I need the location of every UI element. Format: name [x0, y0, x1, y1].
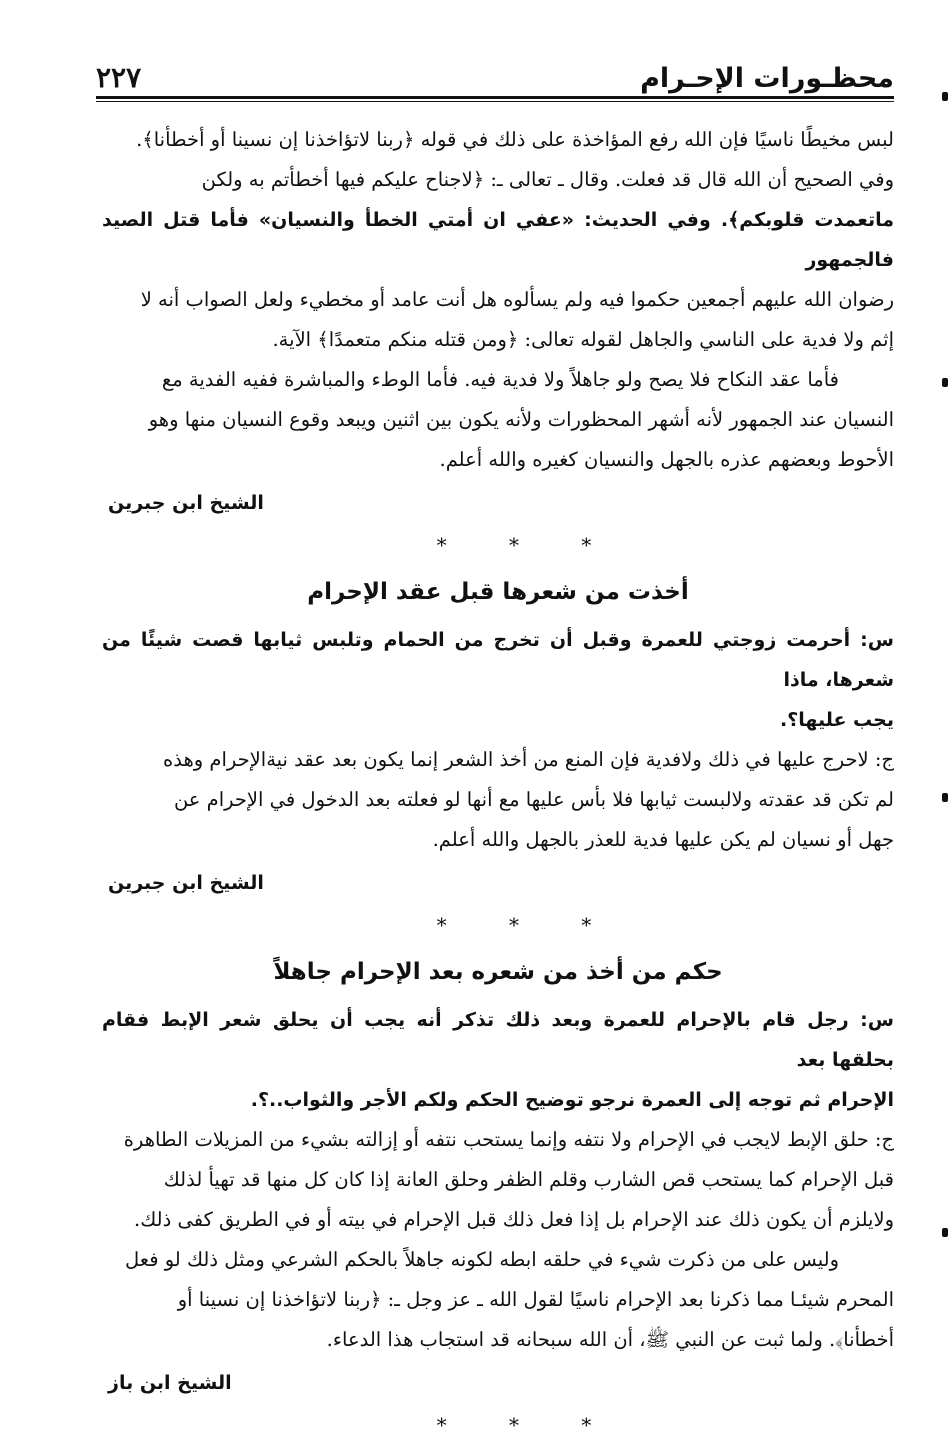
- s3-answer-line-3: ولايلزم أن يكون ذلك عند الإحرام بل إذا فعل ذلك قبل الإحرام في بيته أو في الطريق كفى ذلك.: [134, 1208, 894, 1231]
- page-number: ٢٢٧: [96, 61, 142, 94]
- scan-mark-2: [942, 378, 948, 387]
- s3-heading: حكم من أخذ من شعره بعد الإحرام جاهلاً: [273, 959, 723, 985]
- s1-line-3: ماتعمدت قلوبكم﴾. وفي الحديث: «عفي ان أمتي الخطأ والنسيان» فأما قتل الصيد فالجمهور: [102, 209, 894, 271]
- s3-p2-line-1: وليس على من ذكرت شيء في حلقه ابطه لكونه جاهلاً بالحكم الشرعي ومثل ذلك لو فعل: [125, 1248, 839, 1271]
- s2-question-line-2: يجب عليها؟.: [780, 709, 894, 731]
- header-rule-thin: [96, 101, 894, 102]
- page-header: [96, 58, 894, 94]
- s3-signature: الشيخ ابن باز: [108, 1372, 232, 1394]
- s2-question-line-1: س: أحرمت زوجتي للعمرة وقبل أن تخرج من الحمام وتلبس ثيابها قصت شيئًا من شعرها، ماذا: [102, 629, 894, 691]
- s3-answer-line-2: قبل الإحرام كما يستحب قص الشارب وقلم الظفر وحلق العانة إذا كان كل منها قد تهيأ لذلك: [163, 1168, 894, 1191]
- s2-answer-line-3: جهل أو نسيان لم يكن عليها فدية للعذر بالجهل والله أعلم.: [432, 828, 894, 851]
- page-body: [102, 120, 894, 1444]
- header-rule-thick: [96, 96, 894, 99]
- separator-stars-2: * * *: [436, 913, 620, 937]
- s1-p2-line-1: فأما عقد النكاح فلا يصح ولو جاهلاً ولا فدية فيه. فأما الوطء والمباشرة ففيه الفدية مع: [161, 368, 839, 391]
- s3-question-line-2: الإحرام ثم توجه إلى العمرة نرجو توضيح الحكم ولكم الأجر والثواب..؟.: [250, 1089, 894, 1111]
- scan-mark-3: [942, 793, 948, 802]
- scan-mark-1: [942, 92, 948, 101]
- s1-line-4: رضوان الله عليهم أجمعين حكموا فيه ولم يسألوه هل أنت عامد أو مخطيء ولعل الصواب أنه لا: [140, 288, 894, 311]
- s2-signature: الشيخ ابن جبرين: [108, 872, 264, 894]
- s1-signature: الشيخ ابن جبرين: [108, 492, 264, 514]
- s3-p2-line-2: المحرم شيئـا مما ذكرنا بعد الإحرام ناسيًا لقول الله ـ عز وجل ـ: ﴿ربنا لاتؤاخذنا إن نسينا أو: [177, 1288, 894, 1311]
- s1-line-5: إثم ولا فدية على الناسي والجاهل لقوله تعالى: ﴿ومن قتله منكم متعمدًا﴾ الآية.: [272, 328, 894, 351]
- s1-line-2: وفي الصحيح أن الله قال قد فعلت. وقال ـ تعالى ـ: ﴿لاجناح عليكم فيها أخطأتم به ولكن: [201, 168, 894, 191]
- s1-line-1: لبس مخيطًا ناسيًا فإن الله رفع المؤاخذة على ذلك في قوله ﴿ربنا لاتؤاخذنا إن نسينا أو أخطأنا﴾.: [136, 128, 894, 151]
- scan-mark-4: [942, 1228, 948, 1237]
- running-title: محظـورات الإحـرام: [640, 63, 894, 94]
- s3-p2-line-3: أخطأنا﴾. ولما ثبت عن النبي ﷺ، أن الله سبحانه قد استجاب هذا الدعاء.: [326, 1328, 894, 1351]
- s2-heading: أخذت من شعرها قبل عقد الإحرام: [307, 579, 689, 605]
- separator-stars-1: * * *: [436, 533, 620, 557]
- separator-stars-3: * * *: [436, 1413, 620, 1437]
- s1-p2-line-2: النسيان عند الجمهور لأنه أشهر المحظورات ولأنه يكون بين اثنين ويبعد وقوع النسيان منها وهو: [148, 408, 894, 431]
- s1-p2-line-3: الأحوط وبعضهم عذره بالجهل والنسيان كغيره والله أعلم.: [439, 448, 894, 471]
- s3-answer-line-1: ج: حلق الإبط لايجب في الإحرام ولا نتفه وإنما يستحب نتفه أو إزالته بشيء من المزيلات الطاهرة: [123, 1128, 894, 1151]
- s3-question-line-1: س: رجل قام بالإحرام للعمرة وبعد ذلك تذكر أنه يجب أن يحلق شعر الإبط فقام بحلقها بعد: [102, 1009, 894, 1071]
- s2-answer-line-2: لم تكن قد عقدته ولالبست ثيابها فلا بأس عليها مع أنها لو فعلته بعد الدخول في الإحرام عن: [173, 788, 894, 811]
- s2-answer-line-1: ج: لاحرج عليها في ذلك ولافدية فإن المنع من أخذ الشعر إنما يكون بعد عقد نيةالإحرام وهذه: [163, 748, 894, 771]
